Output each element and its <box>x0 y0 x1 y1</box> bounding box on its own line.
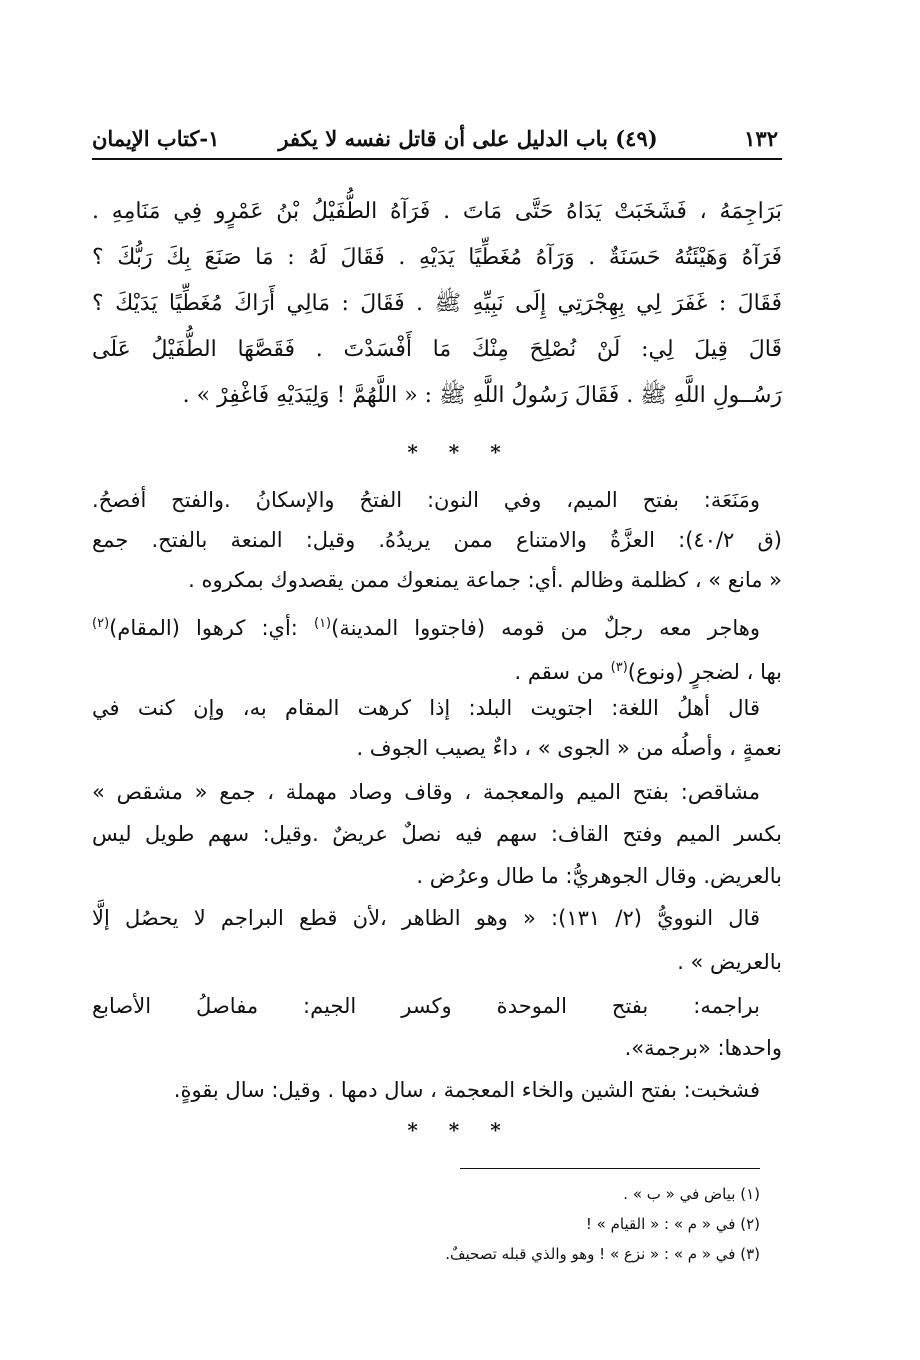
note-line: بالعريض. وقال الجوهريُّ: ما طال وعرُض . <box>416 864 782 888</box>
note-text: :أي: كرهوا (المقام) <box>109 616 314 640</box>
note-line: ومَنَعَة: بفتح الميم، وفي النون: الفتحُ والإسكانُ .والفتح أفصحُ. <box>92 488 760 512</box>
note-line: براجمه: بفتح الموحدة وكسر الجيم: مفاصلُ الأصابع <box>92 994 760 1018</box>
note-line: واحدها: «برجمة». <box>624 1036 782 1060</box>
hadith-line: قَالَ قِيلَ لِي: لَنْ نُصْلِحَ مِنْكَ مَا أَفْسَدْتَ . فَقَصَّهَا الطُّفَيْلُ عَلَى <box>92 337 782 362</box>
footnote-rule <box>460 1168 760 1169</box>
note-text: من سقم . <box>514 660 611 684</box>
note-line: بكسر الميم وفتح القاف: سهم فيه نصلٌ عريضٌ .وقيل: سهم طويل ليس <box>92 822 782 846</box>
note-line: بالعريض » . <box>677 950 782 974</box>
note-line: قال أهلُ اللغة: اجتويت البلد: إذا كرهت المقام به، وإن كنت في <box>92 696 760 720</box>
footnote-ref: (١) <box>313 616 332 631</box>
footnote-ref: (٣) <box>610 660 628 675</box>
hadith-line: رَسُــولِ اللَّهِ ﷺ . فَقَالَ رَسُولُ اللَّهِ ﷺ : « اللَّهُمَّ ! وَلِيَدَيْهِ فَاغْفِرْ » . <box>182 383 782 408</box>
section-separator: * * * <box>407 440 513 464</box>
note-line: (ق ٤٠/٢): العزَّةُ والامتناع ممن يريدُهُ. وقيل: المنعة بالفتح. جمع <box>92 528 782 552</box>
note-line <box>92 650 782 690</box>
page-number: ١٣٢ <box>744 126 778 151</box>
hadith-line: فَقَالَ : غَفَرَ لِي بِهِجْرَتِي إِلَى نَبِيِّهِ ﷺ . فَقَالَ : مَالِي أَرَاكَ مُغَطِّيًا يَدَيْكَ ؟ <box>92 291 782 316</box>
running-header <box>92 122 778 162</box>
header-rule <box>92 158 782 160</box>
footnote: (٣) في « م » : « نزع » ! وهو والذي قبله تصحيفٌ. <box>445 1245 760 1263</box>
note-text: وهاجر معه رجلٌ من قومه (فاجتووا المدينة) <box>331 616 760 640</box>
footnote-ref: (٢) <box>92 616 110 631</box>
note-line <box>92 606 782 646</box>
note-line: فشخبت: بفتح الشين والخاء المعجمة ، سال دمها . وقيل: سال بقوةٍ. <box>173 1078 760 1102</box>
footnote: (٢) في « م » : « القيام » ! <box>585 1215 760 1233</box>
footnote: (١) بياض في « ب » . <box>623 1185 760 1203</box>
hadith-line: فَرَآهُ وَهَيْئَتُهُ حَسَنَةٌ . وَرَآهُ مُغَطِّيًا يَدَيْهِ . فَقَالَ لَهُ : مَا صَنَعَ بِكَ رَبُّكَ ؟ <box>92 245 782 270</box>
note-line: نعمةٍ ، وأصلُه من « الجوى » ، داءٌ يصيب الجوف . <box>356 736 782 760</box>
section-separator: * * * <box>407 1118 513 1142</box>
chapter-title: (٤٩) باب الدليل على أن قاتل نفسه لا يكفر <box>278 126 658 151</box>
note-text: بها ، لضجرٍ (ونوع) <box>627 660 782 684</box>
note-line: « مانع » ، كظلمة وظالم .أي: جماعة يمنعوك ممن يقصدوك بمكروه . <box>188 568 782 592</box>
note-line: قال النوويُّ (٢/ ١٣١): « وهو الظاهر ،لأن قطع البراجم لا يحصُل إلَّا <box>92 906 760 930</box>
hadith-line: بَرَاجِمَهُ ، فَشَخَبَتْ يَدَاهُ حَتَّى مَاتَ . فَرَآهُ الطُّفَيْلُ بْنُ عَمْرٍو فِي مَنَامِهِ . <box>92 199 782 224</box>
book-title: ١-كتاب الإيمان <box>92 126 220 151</box>
note-line: مشاقص: بفتح الميم والمعجمة ، وقاف وصاد مهملة ، جمع « مشقص » <box>92 780 760 804</box>
